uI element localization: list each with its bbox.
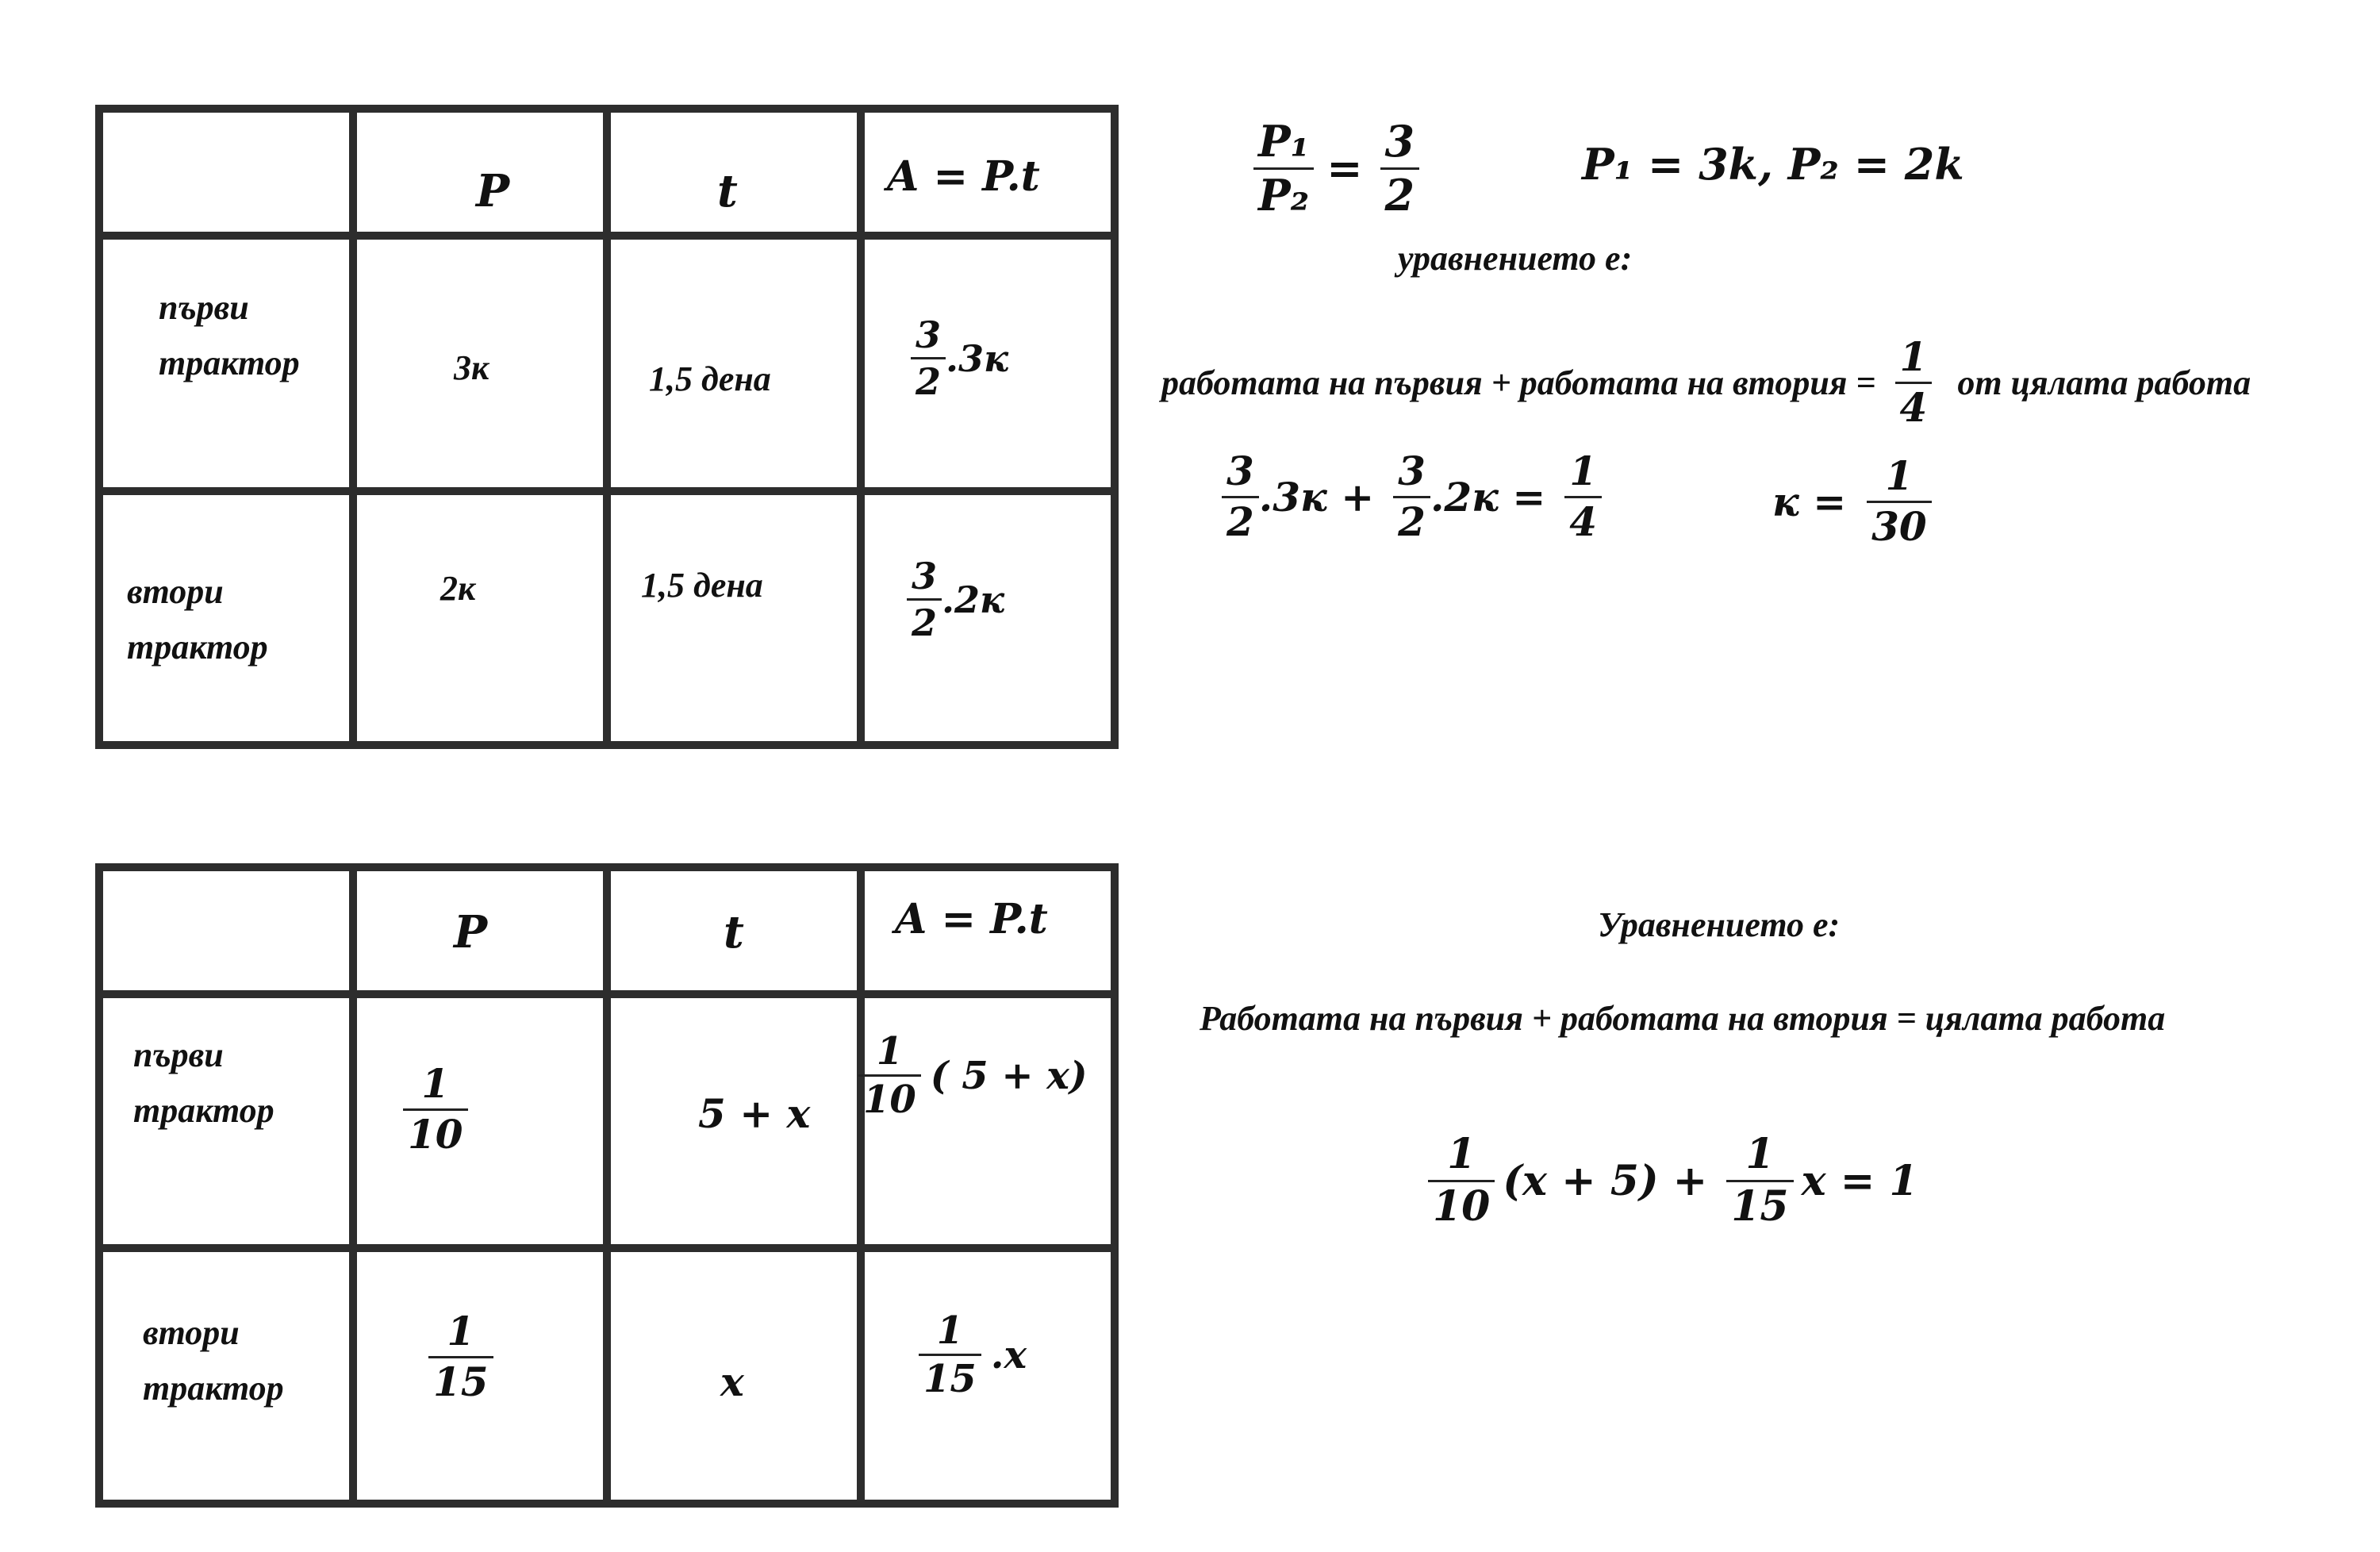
table2-header-power: P [454,906,488,958]
equation-fraction-2 [1393,448,1430,545]
fraction-numerator: 1 [421,1060,450,1107]
fraction-denominator: 15 [428,1356,493,1404]
table1-header-power: P [476,165,510,217]
ratio-value-fraction [1380,116,1420,221]
panel2-equation-label: Уравнението е: [1598,905,1841,944]
table1-row2-label-line1: втори [127,572,224,611]
panel1-equation-label: уравнението е: [1398,239,1633,278]
equation-term-1: (x + 5) + [1503,1156,1708,1205]
fraction-numerator: 1 [1899,333,1928,380]
fraction-numerator: 1 [1745,1130,1775,1178]
table1-row1-label-line2: трактор [159,344,300,382]
fraction-numerator: 3 [1226,448,1254,494]
table2-row2-power-fraction [428,1308,493,1405]
table1-row1-time: 1,5 дена [649,359,771,398]
fraction-denominator: 15 [919,1354,981,1399]
table2-row2-power [428,1308,493,1405]
fraction-numerator: 3 [1384,116,1415,167]
table2-row2-work-rest: .x [990,1332,1027,1377]
power-ratio-fraction [1253,116,1314,221]
fraction-numerator: 3 [1398,448,1426,494]
equation-fraction-2 [1726,1130,1793,1231]
fraction-numerator: 3 [912,555,938,597]
table1-row2-work [907,557,1004,643]
one-quarter-fraction [1895,333,1933,431]
table1-row2-work-fraction [907,557,942,643]
panel1-equation [1222,448,1602,545]
table1-row1-label-line1: първи [159,288,249,327]
panel1-power-values: P₁ = 3k, P₂ = 2k [1582,139,1964,190]
table1-row2-label-line2: трактор [127,628,268,667]
table1-header-time: t [717,165,738,217]
fraction-numerator: 1 [1569,448,1598,494]
table1-rule-col2 [603,105,611,749]
table1-row2-time: 1,5 дена [641,566,763,605]
table2-row1-power-fraction [403,1060,468,1158]
equation-fraction-1 [1428,1130,1495,1231]
fraction-denominator: 4 [1895,382,1933,429]
fraction-denominator: 4 [1564,496,1602,544]
table1-row1-work-rest: .3к [946,336,1009,380]
table2-header-work: A = P.t [895,895,1048,943]
table2-row2-work [919,1308,1027,1402]
table2-row1-time: 5 + x [698,1090,811,1137]
table2-rule-col1 [349,863,357,1508]
k-label: к = [1772,478,1847,525]
fraction-denominator: 15 [1726,1180,1793,1229]
fraction-denominator: 2 [907,598,942,642]
equation-fraction-1 [1222,448,1259,545]
table1-row1-work [911,313,1009,404]
fraction-denominator: 2 [1393,496,1430,544]
table1-rule-col1 [349,105,357,749]
table2-row2-label-line2: трактор [143,1369,284,1408]
panel1-sentence-right: от цялата работа [1957,363,2251,402]
table1-row1-work-fraction [911,313,946,404]
table2-rule-col2 [603,863,611,1508]
table2-rule-col3 [857,863,865,1508]
table1-rule-col3 [857,105,865,749]
table1-row1-power: 3к [454,348,489,387]
panel1-sentence [1161,333,2251,431]
table2-row2-time: x [720,1358,744,1405]
table1-header-work: A = P.t [887,152,1040,201]
table2-row1-label-line2: трактор [133,1091,274,1130]
table1-row2-power: 2к [440,569,476,608]
fraction-denominator: 2 [911,357,946,401]
fraction-numerator: P₁ [1258,116,1310,167]
fraction-denominator: 2 [1380,167,1420,218]
k-value-fraction [1867,452,1932,550]
fraction-denominator: 2 [1222,496,1259,544]
panel1-k-result [1772,452,1932,550]
table2-row1-label-line1: първи [133,1035,224,1074]
panel2-sentence: Работата на първия + работата на втория = цялата работа [1200,999,2166,1038]
fraction-denominator: 10 [858,1074,921,1120]
table2-row2-label-line1: втори [143,1313,240,1352]
table2-row1-work-fraction [858,1029,921,1123]
fraction-numerator: 1 [1885,452,1914,499]
equation-term-1: .3к + [1258,473,1375,521]
equation-term-2: x = 1 [1801,1156,1918,1205]
fraction-denominator: 10 [1428,1180,1495,1229]
fraction-numerator: 1 [447,1308,475,1354]
equals-sign: = [1326,143,1363,194]
table2-row1-work [858,1029,1088,1123]
fraction-numerator: 3 [916,313,942,356]
table2-row2-work-fraction [919,1308,981,1402]
equation-term-2: .2к = [1430,473,1546,521]
fraction-numerator: 1 [936,1308,964,1353]
panel1-sentence-left: работата на първия + работата на втория = [1161,363,1876,402]
panel2-equation [1428,1130,1918,1231]
table2-row1-work-rest: ( 5 + x) [930,1053,1088,1098]
table2-row1-power [403,1060,468,1158]
panel1-power-ratio [1253,116,1419,221]
equation-fraction-3 [1564,448,1602,545]
table2-header-time: t [724,906,744,958]
table1-row2-work-rest: .2к [942,578,1005,621]
fraction-numerator: 1 [876,1029,904,1074]
fraction-numerator: 1 [1447,1130,1476,1178]
fraction-denominator: 10 [403,1108,468,1156]
fraction-denominator: 30 [1867,501,1932,548]
fraction-denominator: P₂ [1253,167,1314,218]
